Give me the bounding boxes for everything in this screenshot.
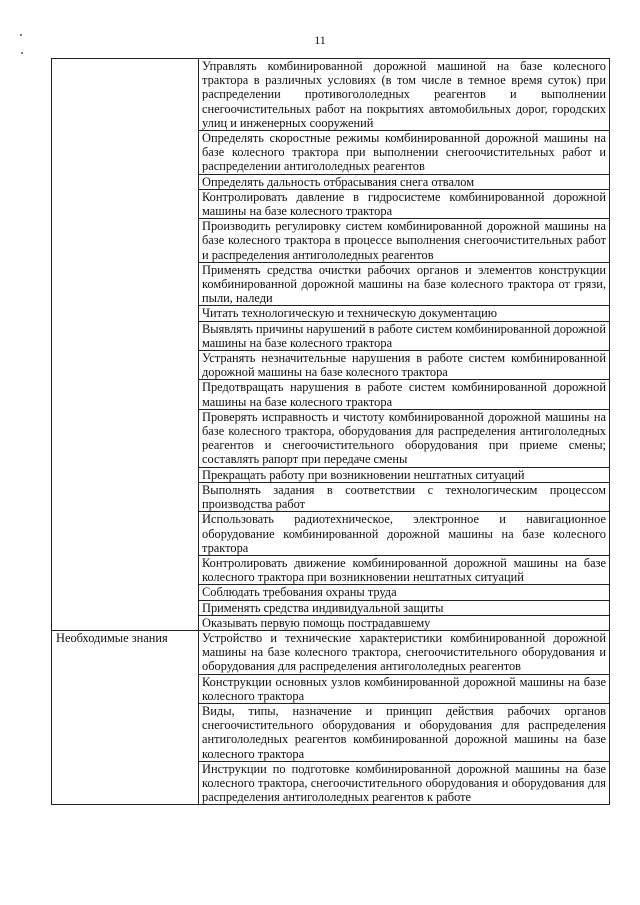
requirement-cell: Выполнять задания в соответствии с технологическим процессом производства работ [199,482,610,511]
requirement-cell: Предотвращать нарушения в работе систем комбинированной дорожной машины на базе колесного трактора [199,380,610,409]
requirement-cell: Контролировать движение комбинированной дорожной машины на базе колесного трактора при возникновении нештатных ситуаций [199,555,610,584]
requirement-cell: Конструкции основных узлов комбинированной дорожной машины на базе колесного трактора [199,674,610,703]
requirement-cell: Читать технологическую и техническую документацию [199,306,610,321]
category-cell [52,59,199,631]
requirement-cell: Выявлять причины нарушений в работе систем комбинированной дорожной машины на базе колесного трактора [199,321,610,350]
requirement-cell: Инструкции по подготовке комбинированной дорожной машины на базе колесного трактора, снегоочистительного оборудования и оборудования для распределения антигололедных реагентов к работе [199,761,610,805]
page-number: 11 [314,33,326,47]
requirement-cell: Прекращать работу при возникновении нештатных ситуаций [199,467,610,482]
requirements-table-body [52,59,610,805]
table-row [52,630,610,674]
table-row [52,59,610,131]
requirement-cell: Управлять комбинированной дорожной машиной на базе колесного трактора в различных условиях (в том числе в темное время суток) при распределении противогололедных реагентов и выполнении снегоочистительных работ на покрытиях автомобильных дорог, городских улиц и инженерных сооружений [199,59,610,131]
category-cell: Необходимые знания [52,630,199,804]
scan-speck [20,34,22,36]
requirement-cell: Определять скоростные режимы комбинированной дорожной машины на базе колесного трактора при выполнении снегоочистительных работ и распределении антигололедных реагентов [199,131,610,175]
requirement-cell: Использовать радиотехническое, электронное и навигационное оборудование комбинированной дорожной машины на базе колесного трактора [199,512,610,556]
requirement-cell: Применять средства очистки рабочих органов и элементов конструкции комбинированной дорожной машины на базе колесного трактора от грязи, пыли, наледи [199,262,610,306]
requirement-cell: Устройство и технические характеристики комбинированной дорожной машины на базе колесного трактора, снегоочистительного оборудования и оборудования для распределения антигололедных реагентов [199,630,610,674]
requirement-cell: Применять средства индивидуальной защиты [199,600,610,615]
requirement-cell: Производить регулировку систем комбинированной дорожной машины на базе колесного трактора в процессе выполнения снегоочистительных работ и распределения антигололедных реагентов [199,219,610,263]
requirement-cell: Устранять незначительные нарушения в работе систем комбинированной дорожной машины на базе колесного трактора [199,351,610,380]
requirement-cell: Виды, типы, назначение и принцип действия рабочих органов снегоочистительного оборудования и оборудования для распределения антигололедных реагентов комбинированной дорожной машины на базе колесного трактора [199,703,610,761]
requirement-cell: Определять дальность отбрасывания снега отвалом [199,174,610,189]
requirement-cell: Проверять исправность и чистоту комбинированной дорожной машины на базе колесного трактора, оборудования для распределения антигололедных реагентов и снегоочистительного оборудования при приеме смены; составлять рапорт при передаче смены [199,409,610,467]
requirements-table [51,58,610,805]
scan-speck [21,52,23,54]
requirement-cell: Соблюдать требования охраны труда [199,585,610,600]
requirement-cell: Контролировать давление в гидросистеме комбинированной дорожной машины на базе колесного трактора [199,189,610,218]
requirement-cell: Оказывать первую помощь пострадавшему [199,615,610,630]
